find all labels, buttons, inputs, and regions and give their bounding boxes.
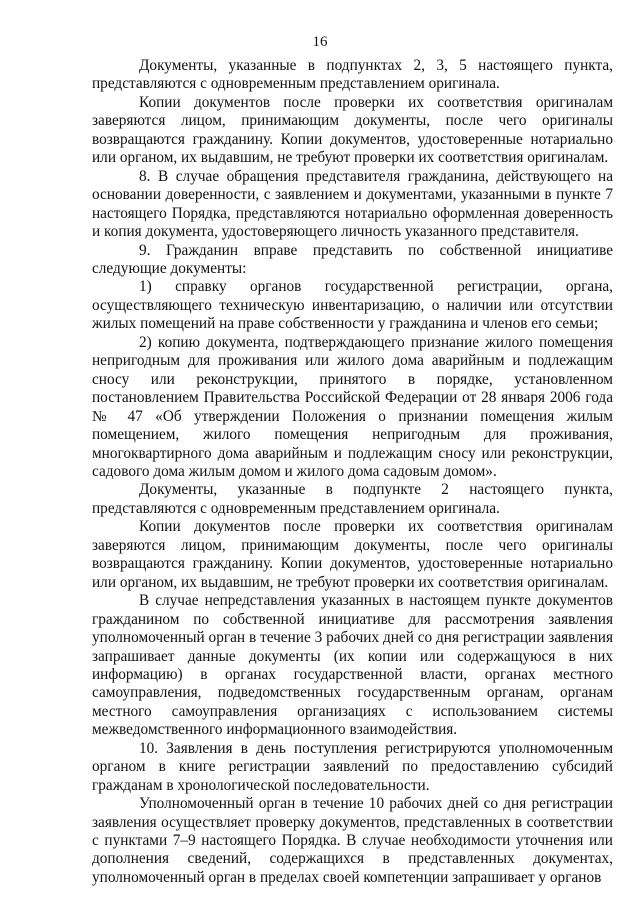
page-number: 16 (312, 34, 328, 50)
paragraph-item-10-registration: 10. Заявления в день поступления регистрируются уполномоченным органом в книге регистрации заявлений по предоставлению субсидий гражданам в хронологической последовательности. (92, 739, 613, 794)
paragraph-copies-verification-repeat: Копии документов после проверки их соответствия оригиналам заверяются лицом, принимающим документы, после чего оригиналы возвращаются гражданину. Копии документов, удостоверенные нотариально или органом, их выдавшим, не требуют проверки их соответствия оригиналам. (92, 518, 613, 591)
paragraph-originals-subpoints-2-3-5: Документы, указанные в подпунктах 2, 3, 5 настоящего пункта, представляются с одновременным представлением оригинала. (92, 57, 613, 93)
paragraph-subitem-1-registration-certificate: 1) справку органов государственной регистрации, органа, осуществляющего техническую инвентаризацию, о наличии или отсутствии жилых помещений на праве собственности у гражданина и членов его семьи; (92, 278, 613, 333)
document-body (92, 57, 613, 887)
paragraph-item-9-own-initiative: 9. Гражданин вправе представить по собственной инициативе следующие документы: (92, 241, 613, 277)
paragraph-originals-subpoint-2: Документы, указанные в подпункте 2 настоящего пункта, представляются с одновременным представлением оригинала. (92, 481, 613, 517)
paragraph-document-check: Уполномоченный орган в течение 10 рабочих дней со дня регистрации заявления осуществляет проверку документов, представленных в соответствии с пунктами 7–9 настоящего Порядка. В случае необходимости уточнения или дополнения сведений, содержащихся в представленных документах, уполномоченный орган в пределах своей компетенции запрашивает у органов (92, 795, 613, 886)
paragraph-subitem-2-unfit-housing: 2) копию документа, подтверждающего признание жилого помещения непригодным для проживания или жилого дома аварийным и подлежащим сносу или реконструкции, принятого в порядке, установленном постановлением Правительства Российской Федерации от 28 января 2006 года № 47 «Об утверждении Положения о признании помещения жилым помещением, жилого помещения непригодным для проживания, многоквартирного дома аварийным и подлежащим сносу или реконструкции, садового дома жилым домом и жилого дома садовым домом». (92, 333, 613, 480)
paragraph-interagency-request: В случае непредставления указанных в настоящем пункте документов гражданином по собственной инициативе для рассмотрения заявления уполномоченный орган в течение 3 рабочих дней со дня регистрации заявления запрашивает данные документы (их копии или содержащуюся в них информацию) в органах государственной власти, органах местного самоуправления, подведомственных государственным органам, органам местного самоуправления организациях с использованием системы межведомственного информационного взаимодействия. (92, 592, 613, 739)
paragraph-item-8-representative: 8. В случае обращения представителя гражданина, действующего на основании доверенности, с заявлением и документами, указанными в пункте 7 настоящего Порядка, представляются нотариально оформленная доверенность и копия документа, удостоверяющего личность указанного представителя. (92, 167, 613, 241)
paragraph-copies-verification: Копии документов после проверки их соответствия оригиналам заверяются лицом, принимающим документы, после чего оригиналы возвращаются гражданину. Копии документов, удостоверенные нотариально или органом, их выдавшим, не требуют проверки их соответствия оригиналам. (92, 93, 613, 167)
